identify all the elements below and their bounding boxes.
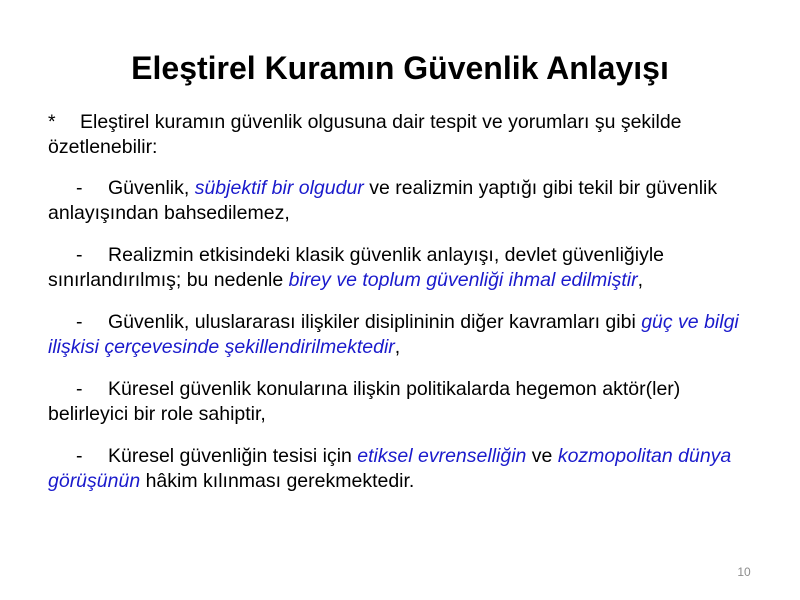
intro-text: Eleştirel kuramın güvenlik olgusuna dair tespit ve yorumları şu şekilde özetlenebilir: <box>48 111 682 158</box>
item-text: Küresel güvenliğin tesisi için <box>108 445 358 467</box>
item-text: ve <box>526 445 558 467</box>
item-text: , <box>394 336 401 358</box>
item-text: Realizmin etkisindeki klasik güvenlik anlayışı, devlet güvenliğiyle sınırlandırılmış; bu nedenle <box>48 244 665 291</box>
item-highlight: etiksel evrenselliğin <box>357 445 527 467</box>
item-bullet: - <box>76 378 83 400</box>
item-text: Güvenlik, uluslararası ilişkiler disiplininin diğer kavramları gibi <box>108 311 642 333</box>
intro-paragraph <box>48 110 760 160</box>
item-bullet: - <box>76 177 83 199</box>
item-text: ve realizmin yaptığı gibi tekil bir güvenlik anlayışından bahsedilemez, <box>48 177 718 224</box>
list-item <box>48 444 760 494</box>
item-bullet: - <box>76 445 83 467</box>
intro-bullet: * <box>48 111 56 133</box>
item-bullet: - <box>76 311 83 333</box>
item-text: Küresel güvenlik konularına ilişkin politikalarda hegemon aktör(ler) belirleyici bir role sahiptir, <box>48 378 681 425</box>
item-text: , <box>637 269 644 291</box>
item-highlight: güç ve bilgi ilişkisi çerçevesinde şekillendirilmektedir <box>48 311 739 358</box>
item-highlight: sübjektif bir olgudur <box>194 177 364 199</box>
item-text: hâkim kılınması gerekmektedir. <box>140 470 415 492</box>
item-bullet: - <box>76 244 83 266</box>
item-highlight: birey ve toplum güvenliği ihmal edilmiştir <box>288 269 638 291</box>
page-number: 10 <box>737 565 751 579</box>
slide-body <box>48 110 760 511</box>
item-highlight: kozmopolitan dünya görüşünün <box>48 445 732 492</box>
list-item <box>48 243 760 293</box>
list-item <box>48 176 760 226</box>
slide-title: Eleştirel Kuramın Güvenlik Anlayışı <box>131 50 669 86</box>
list-item <box>48 377 760 427</box>
item-text: Güvenlik, <box>108 177 195 199</box>
list-item <box>48 310 760 360</box>
